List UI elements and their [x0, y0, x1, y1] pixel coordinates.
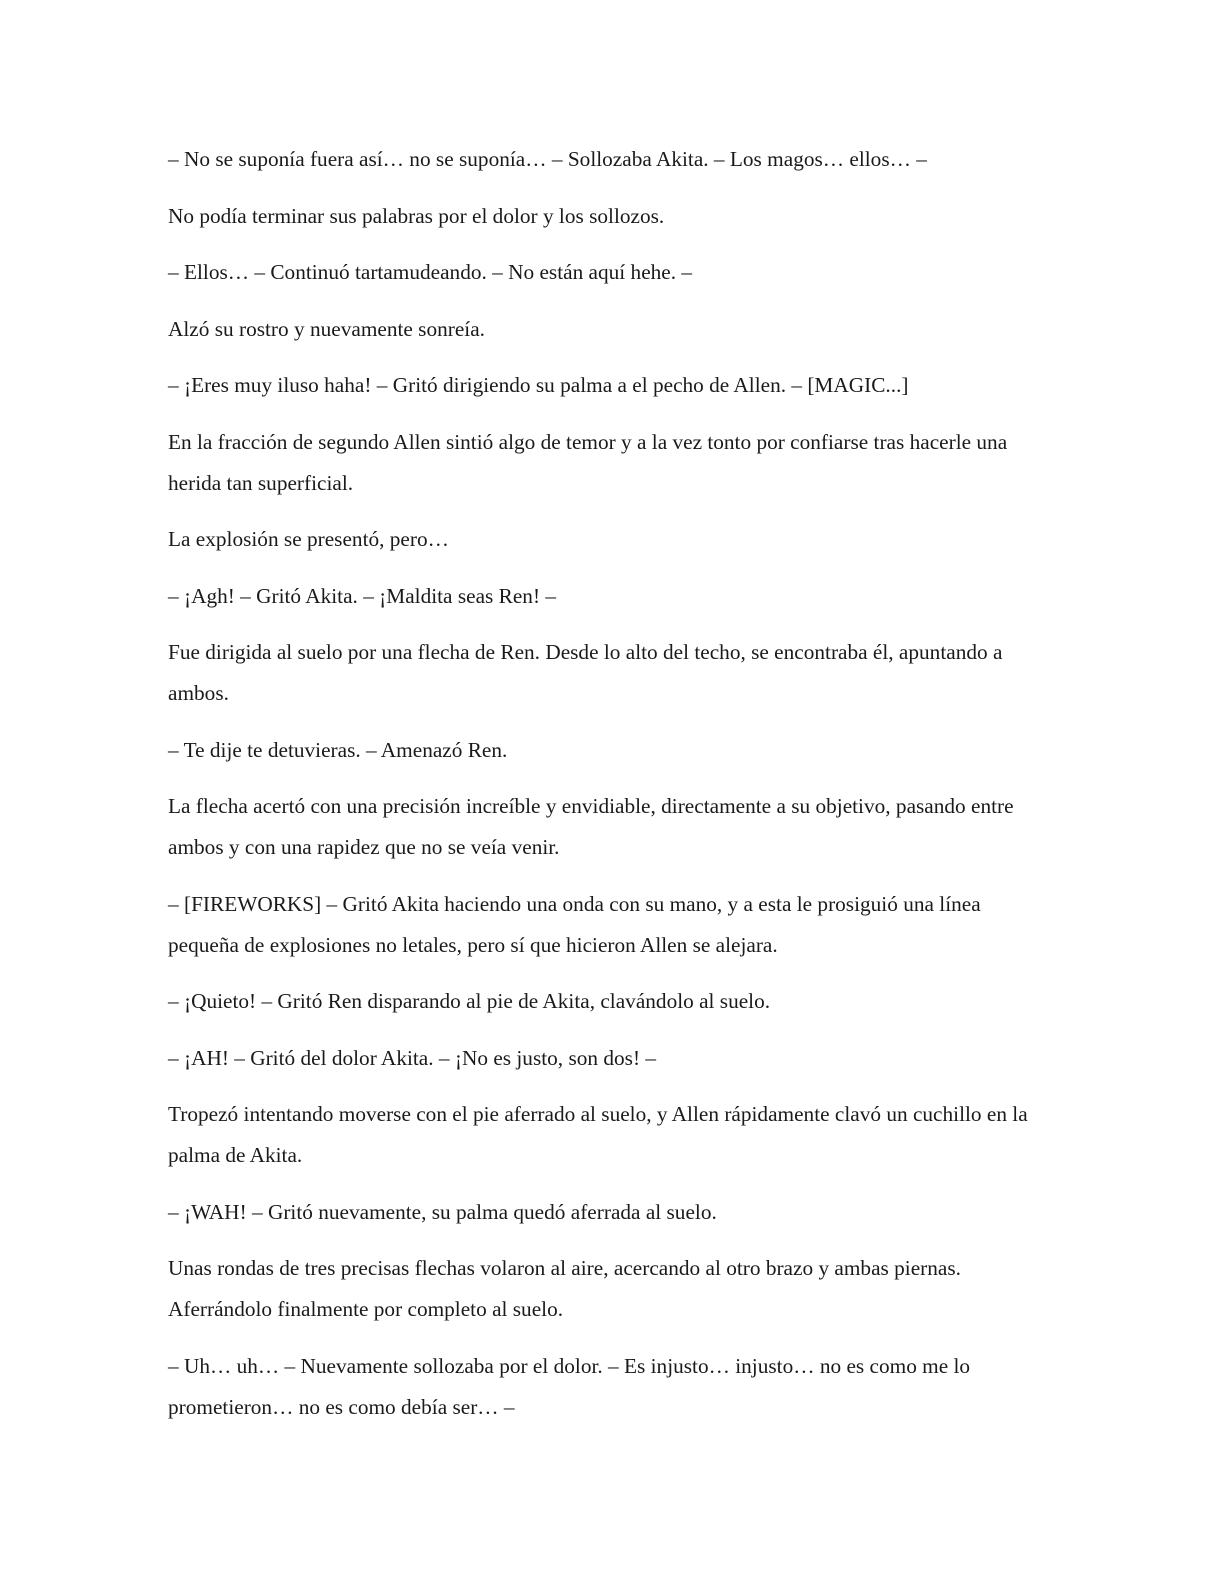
- paragraph-7: La explosión se presentó, pero…: [168, 527, 449, 551]
- paragraph-3: – Ellos… – Continuó tartamudeando. – No están aquí hehe. –: [168, 260, 693, 284]
- paragraph-15: Tropezó intentando moverse con el pie aferrado al suelo, y Allen rápidamente clavó un cuchillo en la palma de Akita.: [168, 1102, 1028, 1167]
- paragraph-12: – [FIREWORKS] – Gritó Akita haciendo una onda con su mano, y a esta le prosiguió una línea pequeña de explosiones no letales, pero sí que hicieron Allen se alejara.: [168, 891, 981, 957]
- paragraph-16: – ¡WAH! – Gritó nuevamente, su palma quedó aferrada al suelo.: [168, 1199, 717, 1224]
- paragraph-14: – ¡AH! – Gritó del dolor Akita. – ¡No es justo, son dos! –: [168, 1045, 657, 1070]
- paragraph-5: – ¡Eres muy iluso haha! – Gritó dirigiendo su palma a el pecho de Allen. – [MAGIC...]: [168, 373, 909, 397]
- paragraph-10: – Te dije te detuvieras. – Amenazó Ren.: [168, 737, 508, 762]
- paragraph-9: Fue dirigida al suelo por una flecha de Ren. Desde lo alto del techo, se encontraba él, apuntando a ambos.: [168, 640, 1003, 705]
- paragraph-11: La flecha acertó con una precisión increíble y envidiable, directamente a su objetivo, pasando entre ambos y con una rapidez que no se veía venir.: [168, 794, 1014, 859]
- paragraph-4: Alzó su rostro y nuevamente sonreía.: [168, 316, 485, 341]
- paragraph-2: No podía terminar sus palabras por el dolor y los sollozos.: [168, 203, 665, 228]
- paragraph-1: – No se suponía fuera así… no se suponía… – Sollozaba Akita. – Los magos… ellos… –: [168, 147, 927, 171]
- paragraph-8: – ¡Agh! – Gritó Akita. – ¡Maldita seas Ren! –: [168, 583, 557, 608]
- paragraph-17: Unas rondas de tres precisas flechas volaron al aire, acercando al otro brazo y ambas piernas. Aferrándolo finalmente por completo al suelo.: [168, 1256, 961, 1321]
- document-body: [168, 139, 1048, 1443]
- paragraph-13: – ¡Quieto! – Gritó Ren disparando al pie de Akita, clavándolo al suelo.: [168, 989, 771, 1013]
- paragraph-18: – Uh… uh… – Nuevamente sollozaba por el dolor. – Es injusto… injusto… no es como me lo prometieron… no es como debía ser… –: [168, 1353, 971, 1419]
- paragraph-6: En la fracción de segundo Allen sintió algo de temor y a la vez tonto por confiarse tras hacerle una herida tan superficial.: [168, 429, 1008, 495]
